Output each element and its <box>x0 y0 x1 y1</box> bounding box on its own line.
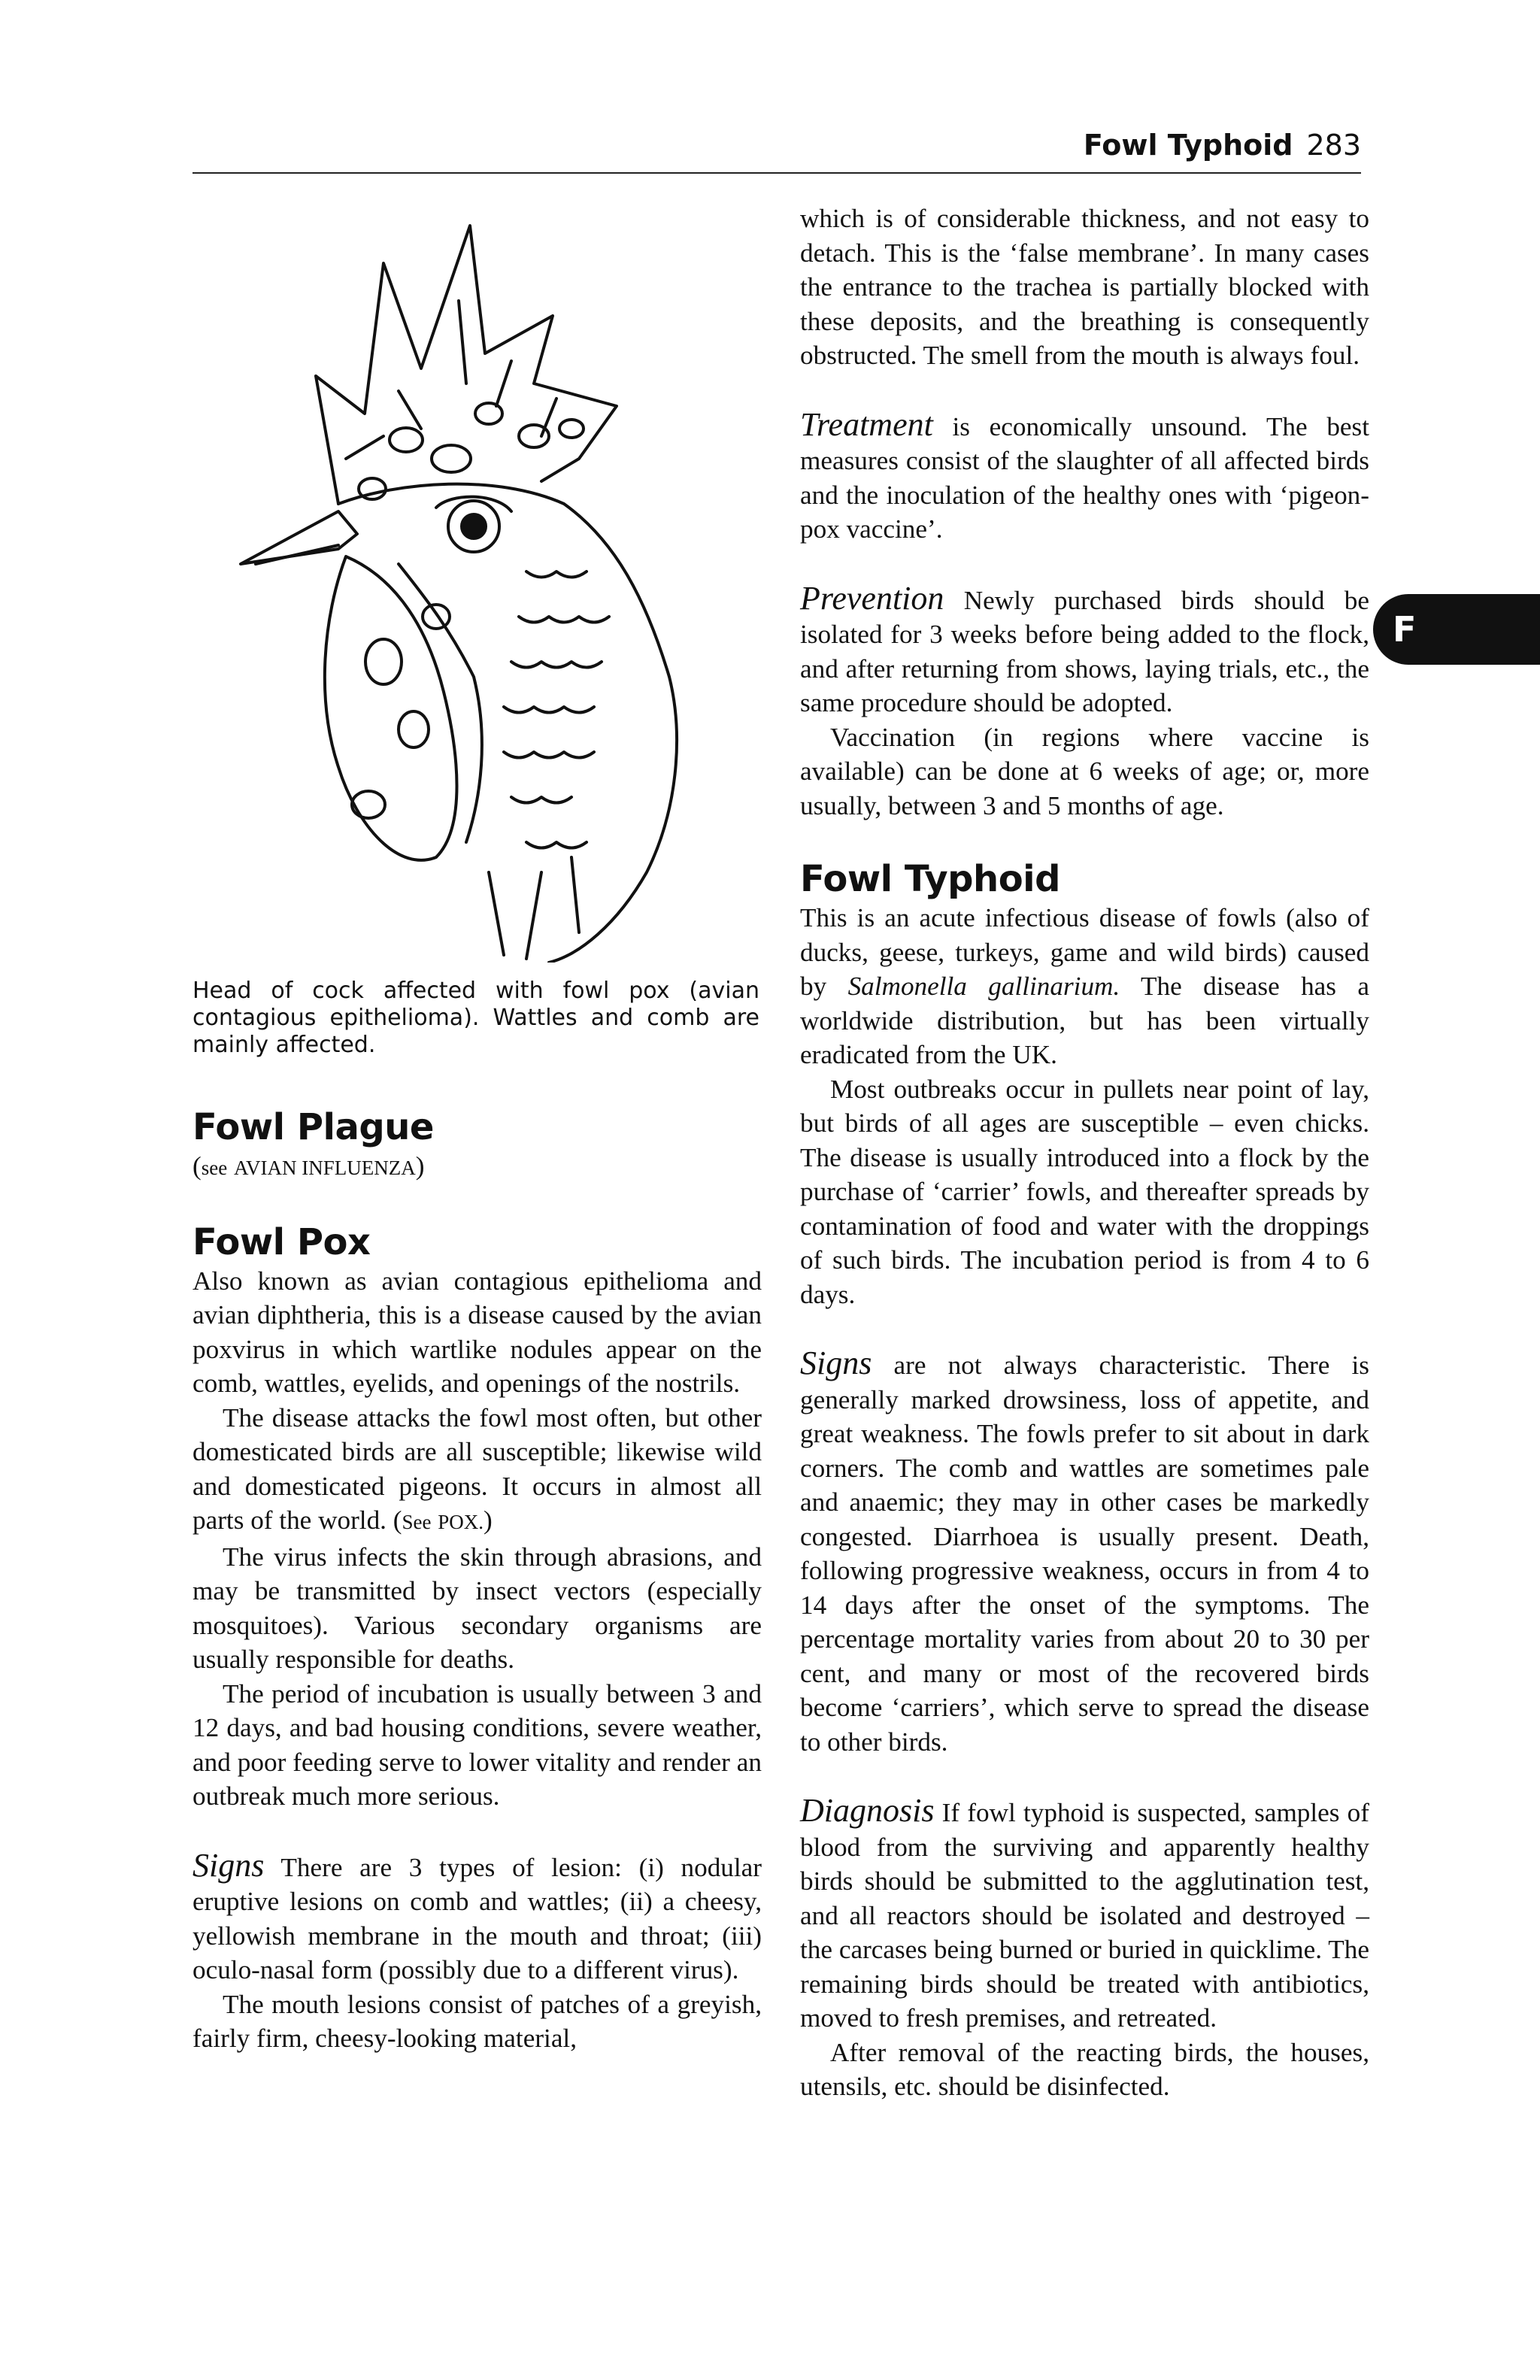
fowl-pox-p3: The virus infects the skin through abrasions, and may be transmitted by insect vectors (especially mosquitoes). Various secondary organisms are usually responsible for deaths. <box>192 1542 762 1674</box>
page-number: 283 <box>1306 129 1361 162</box>
typhoid-signs-text: are not always characteristic. There is generally marked drowsiness, loss of appetite, and great weakness. The fowls prefer to sit about in dark corners. The comb and wattles are sometimes pale and anaemic; they may in other cases be markedly congested. Diarrhoea is usually present. Death, following progressive weakness, occurs in from 4 to 14 days after the onset of the symptoms. The percentage mortality varies from about 20 to 30 per cent, and many or most of the recovered birds become ‘carriers’, which serve to spread the disease to other birds. <box>800 1351 1369 1757</box>
left-column <box>192 1105 762 2056</box>
fowl-pox-p1: Also known as avian contagious epithelioma and avian diphtheria, this is a disease caused by the avian poxvirus in which wartlike nodules appear on the comb, wattles, eyelids, and openings of the nostrils. <box>192 1266 762 1398</box>
see-ref-avian-influenza: AVIAN INFLUENZA <box>234 1157 416 1179</box>
species-name: Salmonella gallinarium. <box>847 972 1120 1001</box>
right-column <box>800 202 1369 2104</box>
fowl-typhoid-p1-b: The disease has a worldwide distribution, but has been virtually eradicated from the UK. <box>800 972 1369 1069</box>
fowl-typhoid-p1-a: This is an acute infectious disease of fowls (also of ducks, geese, turkeys, game and wild birds) caused by <box>800 903 1369 1001</box>
heading-fowl-typhoid: Fowl Typhoid <box>800 858 1060 900</box>
thumb-tab-letter: F <box>1393 609 1417 650</box>
running-title: Fowl Typhoid <box>1083 129 1293 162</box>
diagnosis-text: If fowl typhoid is suspected, samples of blood from the surviving and apparently healthy birds should be submitted to the agglutination test, and all reactors should be isolated and destroyed – the carcases being burned or buried in quicklime. The remaining birds should be treated with antibiotics, moved to fresh premises, and retreated. <box>800 1798 1369 2033</box>
figure-caption: Head of cock affected with fowl pox (avian contagious epithelioma). Wattles and comb are mainly affected. <box>192 978 759 1058</box>
fowl-pox-p2-text: The disease attacks the fowl most often, but other domesticated birds are all susceptible; likewise wild and domesticated pigeons. It occurs in almost all parts of the world. <box>192 1402 762 1535</box>
header-rule <box>192 172 1361 174</box>
prevention-text: Newly purchased birds should be isolated for 3 weeks before being added to the flock, and after returning from shows, laying trials, etc., the same procedure should be adopted. <box>800 585 1369 717</box>
signs-label: Signs <box>192 1846 265 1884</box>
fowl-pox-treatment <box>800 405 1369 547</box>
see-ref-pox: POX. <box>438 1511 484 1533</box>
fowl-typhoid-p2: Most outbreaks occur in pullets near point of lay, but birds of all ages are susceptible – even chicks. The disease is usually introduced into a flock by the purchase of ‘carrier’ fowls, and thereafter spreads by contamination of food and water with the droppings of such birds. The incubation period is from 4 to 6 days. <box>800 1074 1369 1309</box>
signs-text: There are 3 types of lesion: (i) nodular eruptive lesions on comb and wattles; (ii) a cheesy, yellowish membrane in the mouth and throat; (iii) oculo-nasal form (possibly due to a different virus). <box>192 1852 762 1984</box>
fowl-pox-p2: The disease attacks the fowl most often, but other domesticated birds are all susceptible; likewise wild and domesticated pigeons. It occurs in almost all parts of the world. (See POX.) <box>192 1402 762 1535</box>
fowl-pox-vaccination: Vaccination (in regions where vaccine is available) can be done at 6 weeks of age; or, more usually, between 3 and 5 months of age. <box>800 722 1369 820</box>
typhoid-signs-label: Signs <box>800 1345 872 1381</box>
fowl-typhoid-signs <box>800 1346 1369 1759</box>
rooster-head-illustration <box>226 211 797 963</box>
heading-fowl-plague: Fowl Plague <box>192 1106 434 1148</box>
fowl-pox-signs <box>192 1848 762 1987</box>
fowl-typhoid-p1 <box>800 901 1369 1072</box>
heading-fowl-pox: Fowl Pox <box>192 1220 371 1263</box>
fowl-typhoid-after-removal: After removal of the reacting birds, the houses, utensils, etc. should be disinfected. <box>800 2037 1369 2101</box>
fowl-pox-p4: The period of incubation is usually between 3 and 12 days, and bad housing conditions, severe weather, and poor feeding serve to lower vitality and render an outbreak much more serious. <box>192 1678 762 1811</box>
see-word: see <box>201 1157 228 1179</box>
fowl-typhoid-diagnosis <box>800 1793 1369 2036</box>
diagnosis-label: Diagnosis <box>800 1792 935 1829</box>
see-word-pox: See <box>402 1511 432 1533</box>
thumb-index-tab <box>1373 594 1540 665</box>
treatment-label: Treatment <box>800 405 933 443</box>
prevention-label: Prevention <box>800 579 944 617</box>
fowl-pox-prevention <box>800 581 1369 720</box>
fowl-pox-p6: The mouth lesions consist of patches of a greyish, fairly firm, cheesy-looking material, <box>192 1989 762 2053</box>
fowl-pox-p6-continued: which is of considerable thickness, and not easy to detach. This is the ‘false membrane’. In many cases the entrance to the trachea is partially blocked with these deposits, and the breathing is consequently obstructed. The smell from the mouth is always foul. <box>800 204 1369 370</box>
fowl-plague-cross-ref: (see AVIAN INFLUENZA) <box>192 1151 425 1181</box>
treatment-text: is economically unsound. The best measures consist of the slaughter of all affected birds and the inoculation of the healthy ones with ‘pigeon-pox vaccine’. <box>800 411 1369 544</box>
running-head <box>192 126 1361 164</box>
